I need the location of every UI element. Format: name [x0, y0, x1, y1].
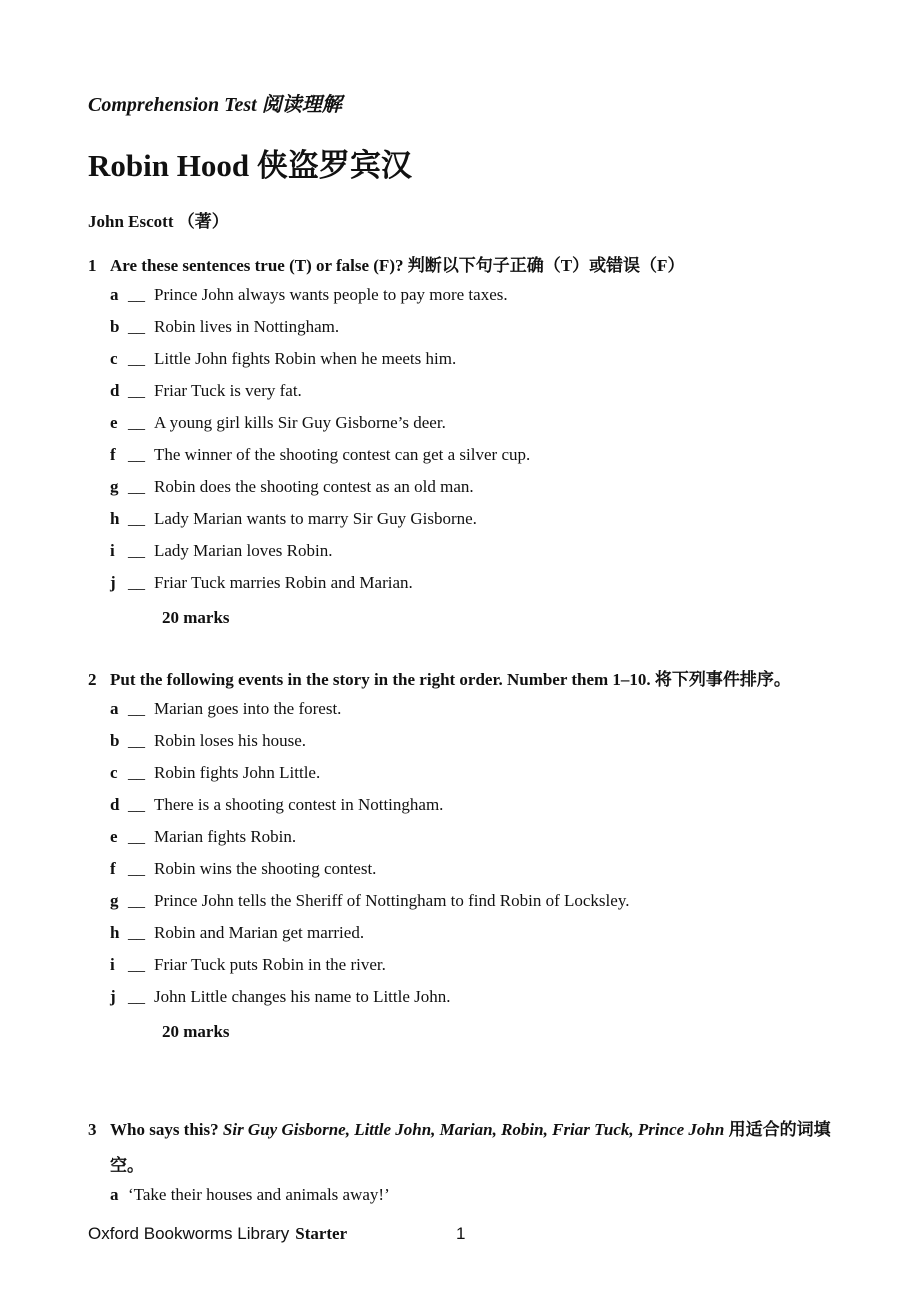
item-letter: h — [110, 923, 120, 942]
list-item — [88, 508, 848, 540]
answer-blank[interactable]: __ — [128, 317, 145, 336]
answer-blank[interactable]: __ — [128, 381, 145, 400]
item-text: Robin fights John Little. — [154, 763, 321, 782]
page-number: 1 — [456, 1224, 466, 1243]
answer-blank[interactable]: __ — [128, 349, 145, 368]
item-text: John Little changes his name to Little John. — [154, 987, 451, 1006]
item-letter: a — [110, 1185, 119, 1204]
item-text: Robin and Marian get married. — [154, 923, 365, 942]
ordering-list — [88, 698, 848, 1018]
page-footer — [88, 1224, 466, 1244]
answer-blank[interactable]: __ — [128, 477, 145, 496]
list-item — [88, 794, 848, 826]
item-text: A young girl kills Sir Guy Gisborne’s deer. — [154, 413, 446, 432]
marks-label: 20 marks — [162, 608, 230, 627]
answer-blank[interactable]: __ — [128, 285, 145, 304]
item-text: Lady Marian wants to marry Sir Guy Gisborne. — [154, 509, 477, 528]
book-title: Robin Hood 侠盗罗宾汉 — [88, 148, 412, 183]
question-2 — [88, 662, 848, 1042]
item-letter: f — [110, 859, 116, 878]
item-letter: b — [110, 731, 120, 750]
question-number: 3 — [88, 1120, 97, 1139]
author-line: John Escott （著） — [88, 212, 229, 231]
item-letter: d — [110, 795, 120, 814]
list-item — [88, 380, 848, 412]
answer-blank[interactable]: __ — [128, 923, 145, 942]
list-item — [88, 572, 848, 604]
item-letter: b — [110, 317, 120, 336]
true-false-list — [88, 284, 848, 604]
item-text: Prince John tells the Sheriff of Nottingham to find Robin of Locksley. — [154, 891, 630, 910]
list-item — [88, 954, 848, 986]
prompt-lead: Who says this? — [110, 1120, 223, 1139]
question-2-header — [88, 662, 848, 698]
answer-blank[interactable]: __ — [128, 827, 145, 846]
item-letter: j — [110, 987, 116, 1006]
item-letter: c — [110, 763, 118, 782]
item-letter: a — [110, 285, 119, 304]
answer-blank[interactable]: __ — [128, 445, 145, 464]
prompt-names: Sir Guy Gisborne, Little John, Marian, Robin, Friar Tuck, Prince John — [222, 1120, 725, 1139]
item-text: Friar Tuck marries Robin and Marian. — [154, 573, 413, 592]
question-prompt: Are these sentences true (T) or false (F)? 判断以下句子正确（T）或错误（F） — [110, 256, 685, 275]
list-item — [88, 444, 848, 476]
answer-blank[interactable]: __ — [128, 987, 145, 1006]
answer-blank[interactable]: __ — [128, 413, 145, 432]
prompt-tail: 用适合的词填空。 — [110, 1120, 831, 1175]
item-letter: i — [110, 541, 115, 560]
series-name: Oxford Bookworms Library — [88, 1224, 290, 1243]
question-1 — [88, 248, 848, 628]
item-text: Robin does the shooting contest as an old man. — [154, 477, 474, 496]
item-letter: d — [110, 381, 120, 400]
item-letter: i — [110, 955, 115, 974]
item-letter: a — [110, 699, 119, 718]
item-text: There is a shooting contest in Nottingham. — [154, 795, 444, 814]
list-item — [88, 316, 848, 348]
list-item — [88, 730, 848, 762]
question-prompt: Put the following events in the story in the right order. Number them 1–10. 将下列事件排序。 — [110, 670, 791, 689]
item-text: The winner of the shooting contest can get a silver cup. — [154, 445, 531, 464]
item-text: Marian fights Robin. — [154, 827, 297, 846]
item-text: Prince John always wants people to pay more taxes. — [154, 285, 508, 304]
list-item — [88, 412, 848, 444]
list-item — [88, 698, 848, 730]
level-name: Starter — [295, 1224, 348, 1243]
item-text: Friar Tuck is very fat. — [154, 381, 302, 400]
test-subtitle: Comprehension Test 阅读理解 — [88, 94, 342, 116]
item-letter: c — [110, 349, 118, 368]
question-number: 1 — [88, 256, 97, 275]
item-text: ‘Take their houses and animals away!’ — [128, 1185, 390, 1204]
item-text: Marian goes into the forest. — [154, 699, 342, 718]
item-letter: j — [110, 573, 116, 592]
answer-blank[interactable]: __ — [128, 859, 145, 878]
answer-blank[interactable]: __ — [128, 573, 145, 592]
item-letter: e — [110, 413, 118, 432]
item-letter: g — [110, 891, 119, 910]
list-item — [88, 540, 848, 572]
item-letter: g — [110, 477, 119, 496]
item-text: Friar Tuck puts Robin in the river. — [154, 955, 386, 974]
answer-blank[interactable]: __ — [128, 955, 145, 974]
answer-blank[interactable]: __ — [128, 891, 145, 910]
question-1-header — [88, 248, 848, 284]
list-item — [88, 348, 848, 380]
item-text: Little John fights Robin when he meets him. — [154, 349, 457, 368]
answer-blank[interactable]: __ — [128, 699, 145, 718]
item-letter: e — [110, 827, 118, 846]
answer-blank[interactable]: __ — [128, 763, 145, 782]
item-letter: f — [110, 445, 116, 464]
item-text: Lady Marian loves Robin. — [154, 541, 333, 560]
answer-blank[interactable]: __ — [128, 509, 145, 528]
answer-blank[interactable]: __ — [128, 541, 145, 560]
question-3-header — [88, 1112, 848, 1184]
item-text: Robin loses his house. — [154, 731, 307, 750]
list-item — [88, 986, 848, 1018]
list-item — [88, 922, 848, 954]
question-number: 2 — [88, 670, 97, 689]
item-letter: h — [110, 509, 120, 528]
list-item — [88, 762, 848, 794]
list-item — [88, 890, 848, 922]
item-text: Robin wins the shooting contest. — [154, 859, 377, 878]
list-item — [88, 826, 848, 858]
item-text: Robin lives in Nottingham. — [154, 317, 340, 336]
answer-blank[interactable]: __ — [128, 731, 145, 750]
list-item — [88, 284, 848, 316]
question-3 — [88, 1112, 848, 1216]
list-item — [88, 476, 848, 508]
list-item — [88, 1184, 848, 1216]
question-prompt — [110, 1112, 848, 1184]
answer-blank[interactable]: __ — [128, 795, 145, 814]
quote-list — [88, 1184, 848, 1216]
marks-label: 20 marks — [162, 1022, 230, 1041]
list-item — [88, 858, 848, 890]
